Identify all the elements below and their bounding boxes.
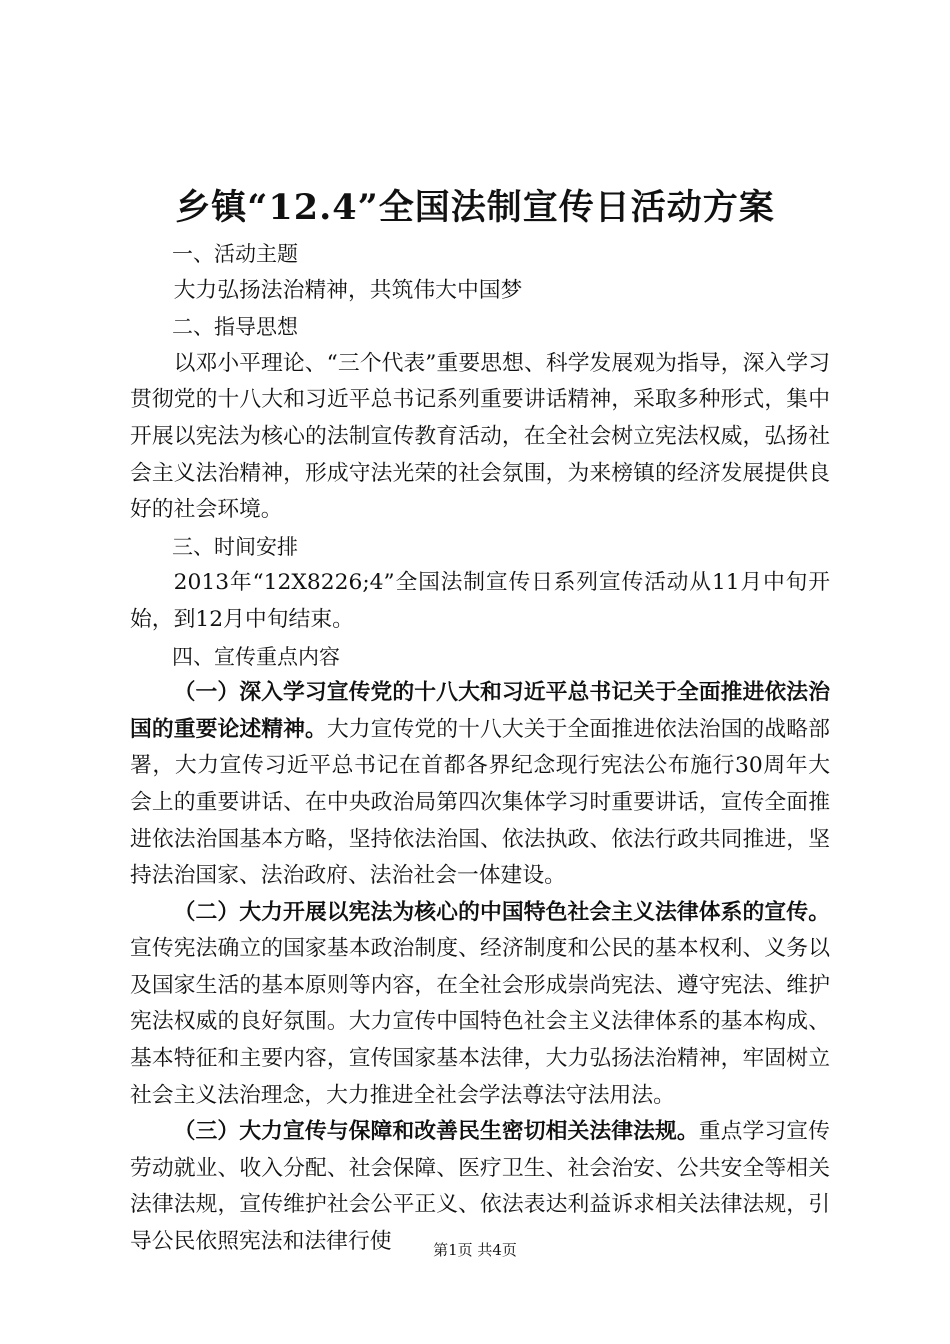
item-body: 宣传宪法确立的国家基本政治制度、经济制度和公民的基本权利、义务以及国家生活的基本原则等内容，在全社会形成崇尚宪法、遵守宪法、维护宪法权威的良好氛围。大力宣传中国特色社会主义法律体系的基本构成、基本特征和主要内容，宣传国家基本法律，大力弘扬法治精神，牢固树立社会主义法治理念，大力推进全社会学法尊法守法用法。 [130,936,830,1108]
section-heading: 一、活动主题 [172,242,298,266]
section-heading: 四、宣传重点内容 [172,644,340,669]
item-lead: （三）大力宣传与保障和改善民生密切相关法律法规。 [173,1119,699,1145]
section-heading: 二、指导思想 [172,315,298,340]
item-body: 大力宣传党的十八大关于全面推进依法治国的战略部署，大力宣传习近平总书记在首都各界纪念现行宪法公布施行30周年大会上的重要讲话、在中央政治局第四次集体学习时重要讲话，宣传全面推进依法治国基本方略，坚持依法治国、依法执政、依法行政共同推进，坚持法治国家、法治政府、法治社会一体建设。 [130,716,830,889]
paragraph: 2013年“12X8226;4”全国法制宣传日系列宣传活动从11月中旬开始，到12月中旬结束。 [130,570,830,632]
section-heading: 三、时间安排 [172,534,298,559]
list-item [130,675,830,895]
paragraph: 大力弘扬法治精神，共筑伟大中国梦 [173,277,523,303]
item-body: 重点学习宣传劳动就业、收入分配、社会保障、医疗卫生、社会治安、公共安全等相关法律法规，宣传维护社会公平正义、依法表达利益诉求相关法律法规，引导公民依照宪法和法律行使 [130,1119,830,1255]
paragraph: 以邓小平理论、“三个代表”重要思想、科学发展观为指导，深入学习贯彻党的十八大和习近平总书记系列重要讲话精神，采取多种形式，集中开展以宪法为核心的法制宣传教育活动，在全社会树立宪法权威，弘扬社会主义法治精神，形成守法光荣的社会氛围，为来榜镇的经济发展提供良好的社会环境。 [130,350,830,523]
document-body [130,236,830,1261]
list-item [130,895,830,1115]
list-item [130,1114,830,1260]
page-title: 乡镇“12.4”全国法制宣传日活动方案 [175,187,775,228]
page-footer: 第1页 共4页 [433,1241,517,1259]
item-lead: （二）大力开展以宪法为核心的中国特色社会主义法律体系的宣传。 [173,899,830,925]
item-lead: （一）深入学习宣传党的十八大和习近平总书记关于全面推进依法治国的重要论述精神。 [130,680,830,742]
